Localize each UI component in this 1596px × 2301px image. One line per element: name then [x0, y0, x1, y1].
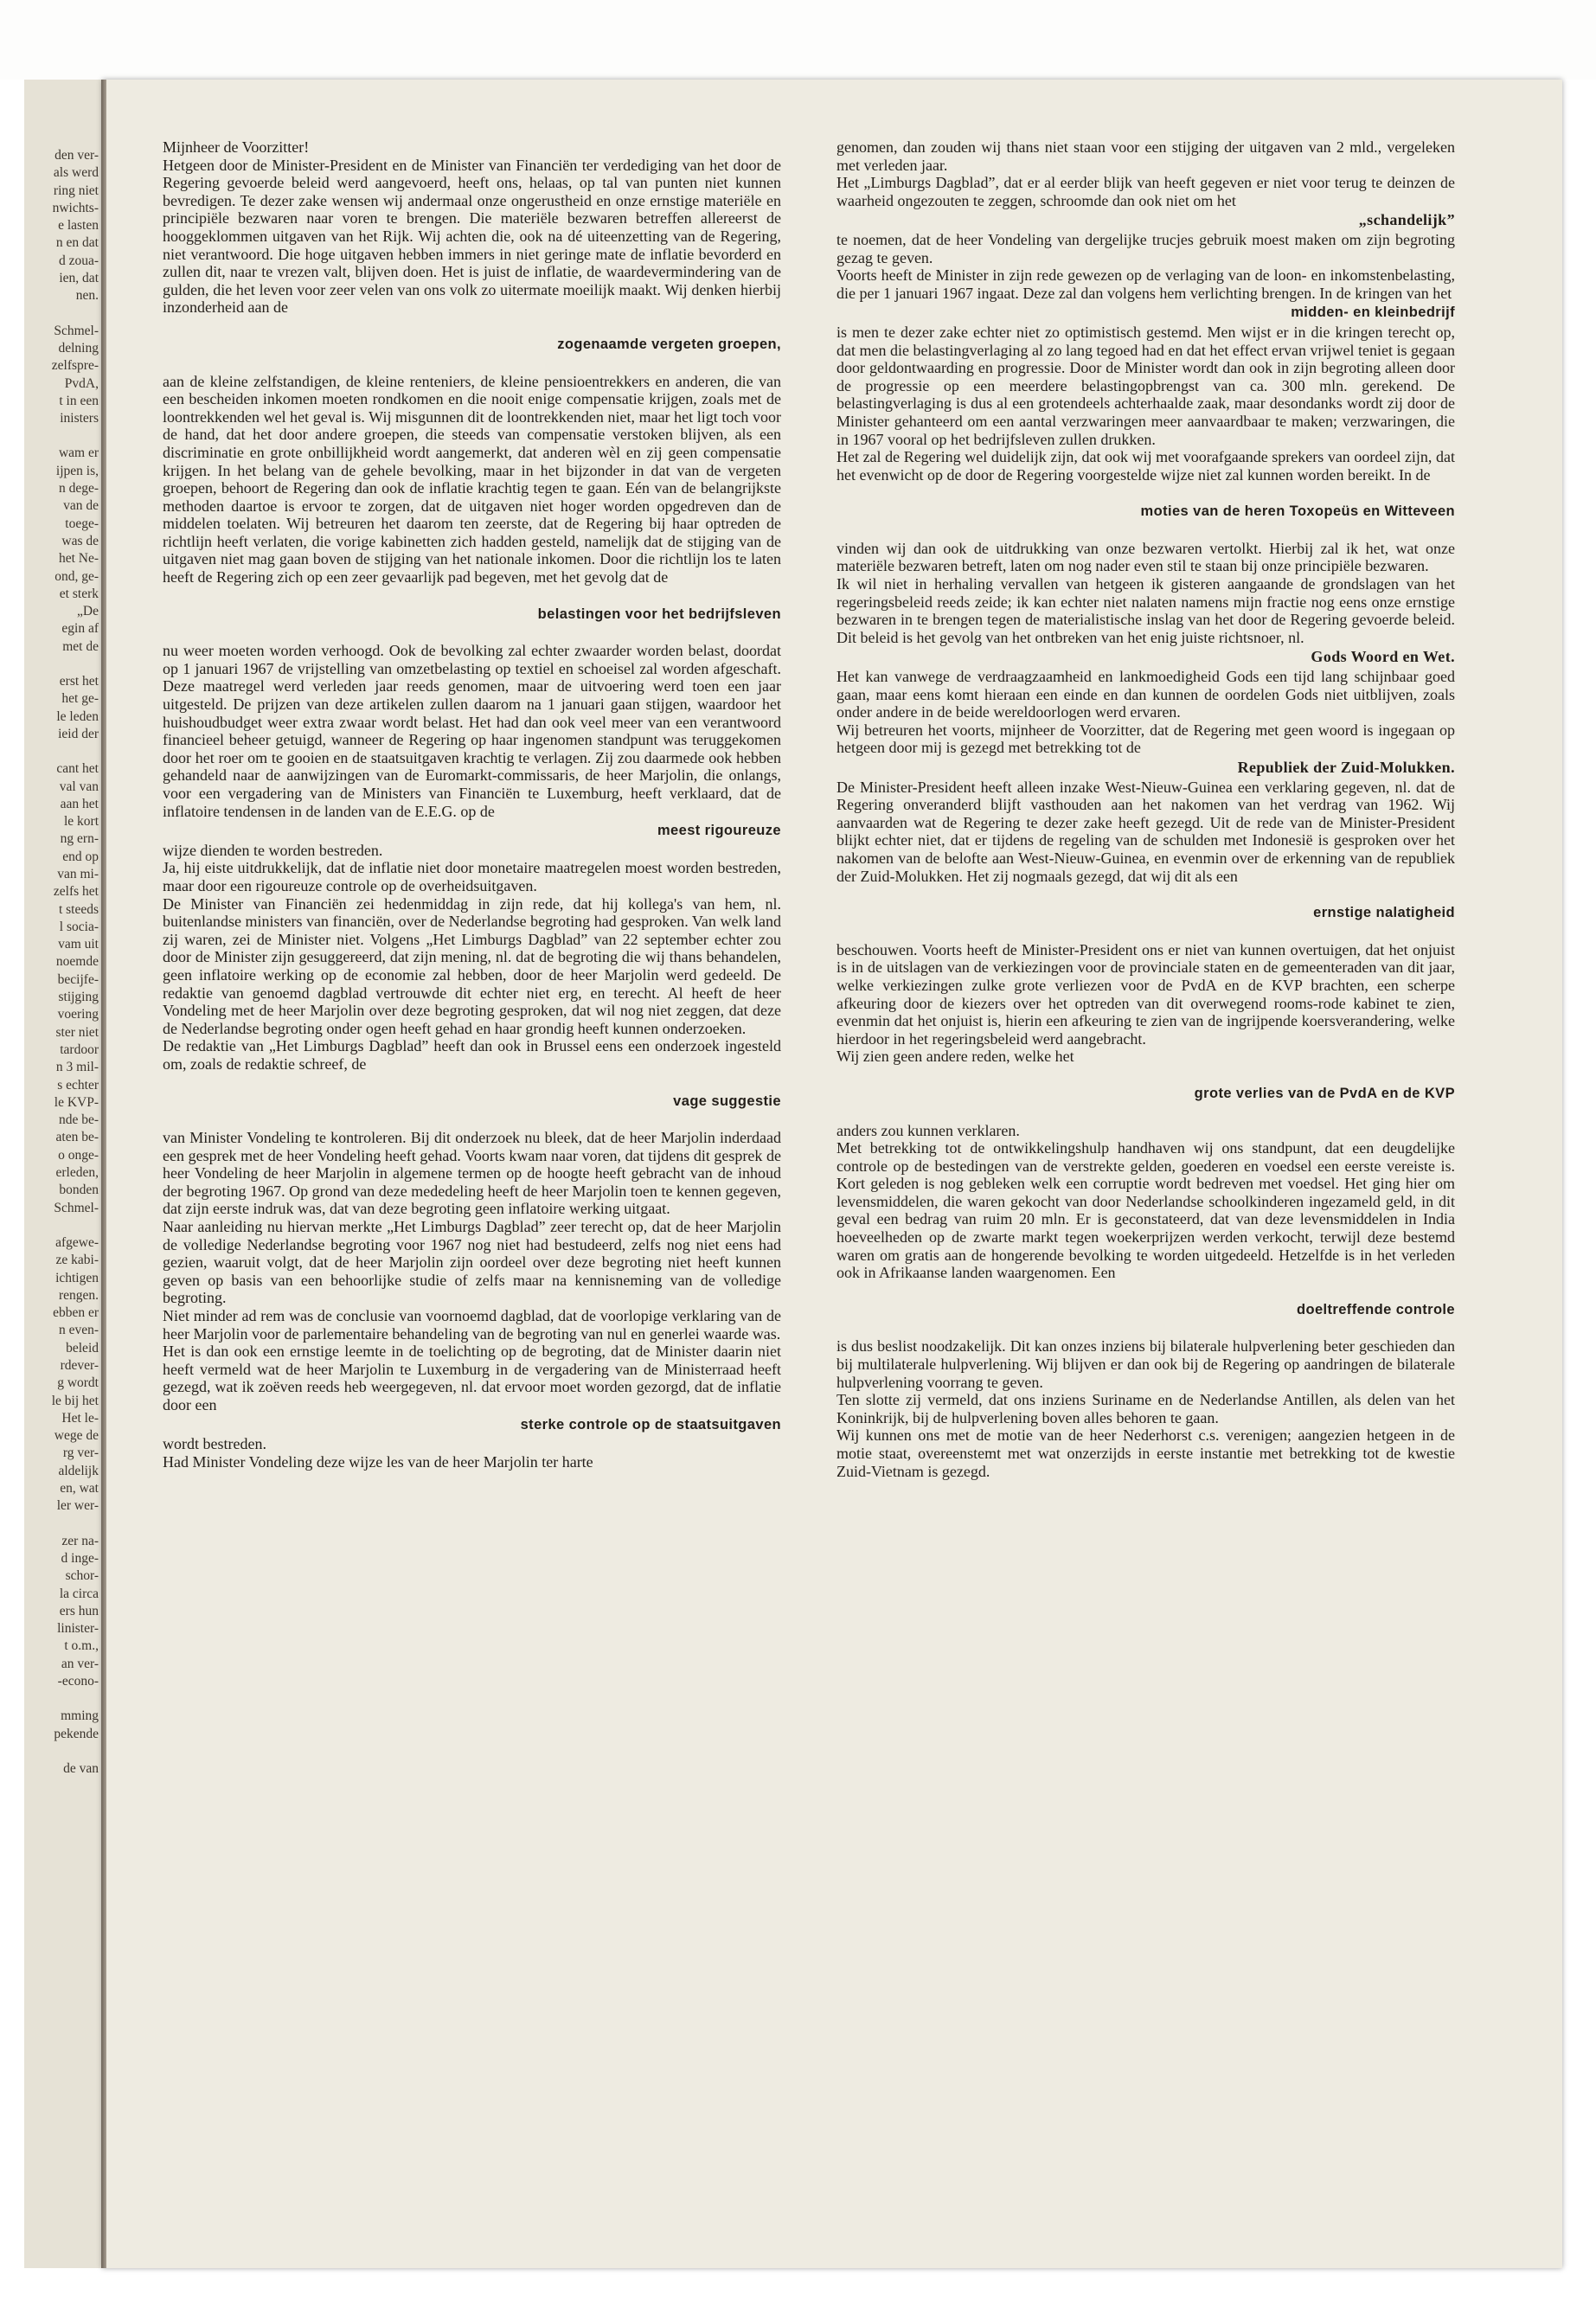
- text-fragment: voering: [57, 1007, 99, 1022]
- text-fragment: het Ne-: [58, 551, 99, 567]
- text-fragment: Het le-: [61, 1410, 99, 1426]
- paragraph: Het zal de Regering wel duidelijk zijn, dat ook wij met voorafgaande sprekers van oordeel zijn, dat het evenwicht op de door de Regering voorgestelde wijze niet zal kunnen worden bereikt. In de: [836, 448, 1455, 484]
- paragraph: genomen, dan zouden wij thans niet staan voor een stijging der uitgaven van 2 mld., vergeleken met verleden jaar.: [836, 138, 1455, 174]
- paragraph: Het is dan ook een ernstige leemte in de toelichting op de begroting, dat de Minister daarin niet heeft vermeld wat de heer Marjolin te Luxemburg in de vergadering van de Ministerraad heeft gezegd, wat ik zoëven reeds heb weergegeven, nl. dat ervoor moet worden gezorgd, dat de inflatie door een: [163, 1343, 781, 1413]
- fragment-gap: [24, 1743, 99, 1760]
- paragraph: vinden wij dan ook de uitdrukking van onze bezwaren vertolkt. Hierbij zal ik het, wat onze materiële bezwaren betreft, laten om nog nader even stil te staan bij onze principiële bezwaren.: [836, 539, 1455, 575]
- text-fragment: ien, dat: [59, 271, 99, 286]
- text-fragment: mming: [61, 1708, 99, 1724]
- text-fragment: le leden: [56, 708, 99, 724]
- text-fragment: ze kabi-: [55, 1253, 99, 1268]
- section-heading: Gods Woord en Wet.: [1311, 648, 1455, 666]
- text-fragment: van mi-: [57, 866, 99, 881]
- scan-background: [0, 0, 1596, 80]
- text-fragment: e lasten: [58, 218, 99, 234]
- fragment-gap: [24, 1217, 99, 1234]
- text-fragment: ng ern-: [60, 831, 99, 847]
- section-heading: belastingen voor het bedrijfsleven: [537, 606, 781, 622]
- text-fragment: d inge-: [61, 1550, 99, 1566]
- text-fragment: vam uit: [58, 937, 99, 952]
- text-fragment: aten be-: [55, 1130, 99, 1145]
- paragraph: Het „Limburgs Dagblad”, dat er al eerder blijk van heeft gegeven er niet voor terug te deinzen de waarheid ongezouten te zeggen, schroomde dan ook niet om het: [836, 174, 1455, 209]
- text-fragment: schor-: [65, 1568, 99, 1584]
- text-fragment: als werd: [53, 165, 99, 181]
- text-fragment: d zoua-: [58, 253, 99, 268]
- fragment-gap: [24, 743, 99, 760]
- paragraph: Wij kunnen ons met de motie van de heer Nederhorst c.s. verenigen; aangezien hetgeen in de motie staat, overeenstemt met wat onzerzijds in eerste instantie met betrekking tot de kwestie Zuid-Vietnam is gezegd.: [836, 1426, 1455, 1480]
- paragraph: anders zou kunnen verklaren.: [836, 1121, 1020, 1139]
- text-fragment: ster niet: [55, 1024, 99, 1040]
- text-fragment: o onge-: [58, 1147, 99, 1163]
- paragraph: Het kan vanwege de verdraagzaamheid en lankmoedigheid Gods een tijd lang schijnbaar goed gaan, maar eens komt hieraan een einde en dan kunnen de oordelen Gods niet uitblijven, zoals onder andere in de beide wereldoorlogen werd ervaren.: [836, 668, 1455, 721]
- fragment-gap: [24, 305, 99, 323]
- paragraph: te noemen, dat de heer Vondeling van dergelijke trucjes gebruik moest maken om zijn begroting gezag te geven.: [836, 230, 1455, 266]
- text-fragment: ers hun: [59, 1603, 99, 1618]
- text-fragment: n en dat: [55, 235, 99, 251]
- section-heading: grote verlies van de PvdA en de KVP: [1194, 1085, 1455, 1101]
- text-fragment: linister-: [57, 1621, 99, 1637]
- text-fragment: Schmel-: [54, 323, 99, 338]
- section-heading: doeltreffende controle: [1297, 1301, 1455, 1317]
- text-fragment: t steeds: [58, 901, 99, 917]
- text-fragment: beleid: [66, 1340, 99, 1356]
- fragment-gap: [24, 656, 99, 673]
- text-fragment: t in een: [59, 393, 99, 408]
- text-fragment: le bij het: [51, 1393, 99, 1408]
- text-fragment: ieid der: [58, 726, 99, 741]
- text-fragment: cant het: [56, 761, 99, 777]
- text-fragment: g wordt: [57, 1375, 99, 1391]
- text-fragment: rengen.: [58, 1287, 99, 1303]
- text-fragment: zelfs het: [53, 884, 99, 900]
- text-column-left: [163, 138, 781, 1471]
- section-heading: vage suggestie: [673, 1093, 781, 1109]
- text-fragment: stijging: [58, 990, 99, 1005]
- paragraph: aan de kleine zelfstandigen, de kleine renteniers, de kleine pensioentrekkers en anderen, die van een bescheiden inkomen moeten rondkomen en die nooit enige compensatie krijgen, zoals met de loontrekkenden wel het geval is. Wij misgunnen dit de loontrekkenden niet, maar het ligt toch voor de hand, dat het door andere groepen, die steeds van compensatie verstoken blijven, als een discriminatie en grote onbillijkheid wordt aangemerkt, dat anderen wèl en zij geen compensatie krijgen. In het belang van de gehele bevolking, maar in het bijzonder in dat van de vergeten groepen, behoort de Regering dan ook de inflatie krachtig tegen te gaan. Eén van de belangrijkste methoden daartoe is ervoor te zorgen, dat de uitgaven niet hoger worden opgedreven dan de middelen toelaten. Wij betreuren het daarom ten zeerste, dat de Regering bij haar optreden de richtlijn heeft verlaten, die vorige kabinetten zich hadden gesteld, namelijk dat de stijging van de uitgaven niet mag gaan boven de stijging van het nationale inkomen. Door die richtlijn los te laten heeft de Regering zich op een zeer gevaarlijk pad begeven, met het gevolg dat de: [163, 372, 781, 586]
- text-fragment: becijfe-: [57, 971, 99, 987]
- paragraph: Wij zien geen andere reden, welke het: [836, 1048, 1074, 1066]
- book-spine: [101, 80, 106, 2268]
- text-fragment: de van: [63, 1760, 99, 1776]
- text-fragment: wege de: [54, 1428, 99, 1444]
- paragraph: van Minister Vondeling te kontroleren. Bij dit onderzoek nu bleek, dat de heer Marjolin inderdaad een gesprek met de heer Vondeling heeft gehad. Voorts kwam naar voren, dat tijdens dit gesprek de heer Vondeling de heer Marjolin in algemene termen op de hoogte heeft gebracht van de inhoud der begroting 1967. Op grond van deze mededeling heeft de heer Marjolin toen te kennen gegeven, dat zijn eerste indruk was, dat van deze begroting geen inflatoire werking uitgaat.: [163, 1129, 781, 1218]
- text-fragment: ichtigen: [55, 1270, 99, 1285]
- section-heading: midden- en kleinbedrijf: [1291, 304, 1455, 321]
- section-heading: moties van de heren Toxopeüs en Witteveen: [1140, 503, 1455, 520]
- text-fragment: inisters: [60, 411, 99, 426]
- fragment-gap: [24, 1690, 99, 1708]
- text-fragment: egin af: [61, 621, 99, 637]
- text-fragment: -econo-: [57, 1674, 99, 1689]
- text-fragment: s echter: [57, 1077, 99, 1093]
- paragraph: Hetgeen door de Minister-President en de Minister van Financiën ter verdediging van het door de Regering gevoerde beleid werd aangevoerd, heeft ons, helaas, op tal van punten niet kunnen bevredigen. Te dezer zake wensen wij andermaal onze ongerustheid en onze ernstige materiële en principiële bezwaren naar voren te brengen. Die materiële bezwaren betreffen allereerst de hooggeklommen uitgaven van het Rijk. Wij achten die, ook na dé uiteenzetting van de Regering, niet verantwoord. Die hoge uitgaven hebben immers in niet geringe mate de inflatie bevorderd en zullen dit, naar te vrezen valt, blijven doen. Het is juist de inflatie, de waardevermindering van de gulden, die het leven voor zeer velen van ons volk zo uitermate moeilijk maakt. Wij denken hierbij inzonderheid aan de: [163, 156, 781, 317]
- text-fragment: en, wat: [60, 1481, 99, 1497]
- fragment-gap: [24, 1516, 99, 1533]
- text-fragment: n even-: [58, 1323, 99, 1338]
- previous-page-text-fragments: [24, 147, 99, 1778]
- previous-page-edge: [24, 80, 102, 2268]
- paragraph: wijze dienden te worden bestreden.: [163, 841, 383, 859]
- paragraph: Had Minister Vondeling deze wijze les van de heer Marjolin ter harte: [163, 1452, 593, 1471]
- section-heading: zogenaamde vergeten groepen,: [557, 336, 781, 352]
- paragraph: beschouwen. Voorts heeft de Minister-President ons er niet van kunnen overtuigen, dat het onjuist is in de uitslagen van de verkiezingen voor de provinciale staten en de gemeenteraden van dit jaar, welke verkiezingen zulke grote verliezen voor de PvdA en de KVP brachten, een scherpe afkeuring door de kiezers over het optreden van dit overwegend rooms-rode kabinet te zien, evenmin dat het onjuist is, hierin een afkeuring te zien van de ingrijpende koersverandering, welke hierdoor in het regeringsbeleid werd aangebracht.: [836, 940, 1455, 1048]
- section-heading: „schandelijk”: [1358, 211, 1455, 229]
- fragment-gap: [24, 427, 99, 445]
- text-fragment: end op: [62, 849, 99, 864]
- text-fragment: rdever-: [60, 1358, 99, 1373]
- section-heading: Republiek der Zuid-Molukken.: [1237, 759, 1455, 776]
- text-fragment: met de: [62, 638, 99, 654]
- paragraph: Met betrekking tot de ontwikkelingshulp handhaven wij ons standpunt, dat een deugdelijke controle op de bestedingen van de verstrekte gelden, goederen en voedsel een eerste vereiste is. Kort geleden is nog gebleken welk een corruptie wordt bedreven met voedsel. Het ging hier om levensmiddelen, die waren gekocht van door Nederlandse schoolkinderen ingezameld geld, in dit geval een bedrag van ruim 20 mln. Er is geconstateerd, dat van deze levensmiddelen in India hoeveelheden op de zwarte markt tegen woekerprijzen werden verkocht, terwijl deze bestemd waren om gratis aan de hongerende bevolking te worden uitgedeeld. Hetzelfde is in het verleden ook in Afrikaanse landen waargenomen. Een: [836, 1139, 1455, 1282]
- text-fragment: erst het: [59, 674, 99, 689]
- text-fragment: l socia-: [59, 919, 99, 934]
- paragraph: De Minister van Financiën zei hedenmiddag in zijn rede, dat hij kollega's van hem, nl. buitenlandse ministers van financiën, over de Nederlandse begroting had gesproken. Van welk land zij waren, zei de Minister niet. Volgens „Het Limburgs Dagblad” van 22 september echter zou door de Minister zijn gesuggereerd, dat zijn mening, nl. dat de begroting die wij thans behandelen, geen inflatoire werking op de economie zal hebben, door de heer Marjolin werd gedeeld. De redaktie van genoemd dagblad vertrouwde dit echter niet erg, en terecht. Al heeft de heer Vondeling met de heer Marjolin over deze begroting gesproken, dat wil nog niet zeggen, dat deze de Nederlandse begroting onder ogen heeft gehad en haar grondig heeft kunnen onderzoeken.: [163, 894, 781, 1037]
- text-fragment: ring niet: [53, 183, 99, 198]
- paragraph: Voorts heeft de Minister in zijn rede gewezen op de verlaging van de loon- en inkomstenbelasting, die per 1 januari 1967 ingaat. Deze zal dan volgens hem verlichting brengen. In de kringen van het: [836, 266, 1455, 302]
- paragraph: De Minister-President heeft alleen inzake West-Nieuw-Guinea een verklaring gegeven, nl. dat de Regering onveranderd blijft vasthouden aan het nakomen van het verdrag van 1962. Wij aanvaarden wat de Regering te dezer zake heeft gezegd. Uit de rede van de Minister-President blijkt echter niet, dat er tijdens de regeling van de schulden met Indonesië is gesproken over het nakomen van de belofte aan West-Nieuw-Guinea, en evenmin over de erkenning van de republiek der Zuid-Molukken. Het zij nogmaals gezegd, dat wij dit als een: [836, 778, 1455, 885]
- paragraph: is dus beslist noodzakelijk. Dit kan onzes inziens bij bilaterale hulpverlening beter geschieden dan bij multilaterale hulpverlening. Wij blijven er dan ook bij de Regering op aandringen de bilaterale hulpverlening voorrang te geven.: [836, 1337, 1455, 1391]
- paragraph: Ten slotte zij vermeld, dat ons inziens Suriname en de Nederlandse Antillen, als delen van het Koninkrijk, bij de hulpverlening boven alles behoren te gaan.: [836, 1391, 1455, 1426]
- text-fragment: le kort: [63, 814, 99, 830]
- text-fragment: tardoor: [60, 1042, 99, 1057]
- section-heading: sterke controle op de staatsuitgaven: [520, 1416, 781, 1433]
- text-fragment: nen.: [75, 288, 99, 304]
- text-fragment: la circa: [59, 1586, 99, 1601]
- text-fragment: noemde: [55, 954, 99, 970]
- text-fragment: aldelijk: [58, 1463, 99, 1478]
- text-fragment: afgewe-: [55, 1234, 99, 1250]
- text-fragment: bonden: [59, 1183, 99, 1198]
- text-fragment: nde be-: [58, 1112, 99, 1128]
- text-fragment: zelfspre-: [51, 358, 99, 374]
- text-fragment: het ge-: [61, 691, 99, 707]
- text-fragment: ebben er: [53, 1305, 99, 1321]
- text-fragment: toege-: [65, 516, 99, 531]
- paragraph: wordt bestreden.: [163, 1435, 266, 1453]
- text-column-right: [836, 138, 1455, 1480]
- text-fragment: Schmel-: [54, 1200, 99, 1215]
- text-fragment: wam er: [58, 445, 99, 461]
- text-fragment: ond, ge-: [54, 568, 99, 584]
- paragraph: is men te dezer zake echter niet zo optimistisch gestemd. Men wijst er in die kringen terecht op, dat men die belastingverlaging al zo lang tegoed had en dat het effect ervan vrijwel teniet is gegaan door geldontwaarding en progressie. Door de Minister wordt dan ook in zijn begroting alleen door de progressie op een meerdere belastingopbrengst van ca. 300 mln. gerekend. De belastingverlaging is dus al een grotendeels achterhaalde zaak, maar desondanks wordt zij door de Minister gehanteerd om een aantal verzwaringen meer aanvaardbaar te maken; verzwaringen, die in 1967 vooral op het bedrijfsleven zullen drukken.: [836, 323, 1455, 448]
- paragraph: Naar aanleiding nu hiervan merkte „Het Limburgs Dagblad” zeer terecht op, dat de heer Marjolin de volledige Nederlandse begroting voor 1967 nog niet had bestudeerd, zelfs nog niet eens had gezien, waaruit volgt, dat de heer Marjolin zijn oordeel over deze begroting niet heeft kunnen geven op basis van een behoorlijke studie of zelfs maar na kennisneming van de volledige begroting.: [163, 1218, 781, 1307]
- text-fragment: an ver-: [61, 1656, 99, 1671]
- text-fragment: t o.m.,: [64, 1638, 99, 1654]
- text-fragment: „De: [77, 604, 99, 619]
- text-fragment: aan het: [60, 796, 99, 811]
- text-fragment: ler wer-: [56, 1498, 99, 1514]
- paragraph: Wij betreuren het voorts, mijnheer de Voorzitter, dat de Regering met geen woord is ingegaan op hetgeen door mij is gezegd met betrekking tot de: [836, 721, 1455, 757]
- paragraph: De redaktie van „Het Limburgs Dagblad” heeft dan ook in Brussel eens een onderzoek ingesteld om, zoals de redaktie schreef, de: [163, 1037, 781, 1073]
- paragraph: Ja, hij eiste uitdrukkelijk, dat de inflatie niet door monetaire maatregelen moest worden bestreden, maar door een rigoureuze controle op de overheidsuitgaven.: [163, 859, 781, 894]
- text-fragment: den ver-: [54, 148, 99, 163]
- text-fragment: le KVP-: [54, 1094, 99, 1110]
- text-fragment: nwichts-: [52, 200, 99, 215]
- section-heading: meest rigoureuze: [657, 823, 781, 839]
- text-fragment: delning: [58, 340, 99, 356]
- text-fragment: erleden,: [55, 1165, 99, 1181]
- text-fragment: was de: [61, 533, 99, 548]
- text-fragment: val van: [59, 779, 99, 794]
- paragraph: Niet minder ad rem was de conclusie van voornoemd dagblad, dat de voorlopige verklaring van de heer Marjolin voor de parlementaire behandeling van de begroting van nul en generlei waarde was.: [163, 1307, 781, 1343]
- section-heading: ernstige nalatigheid: [1313, 905, 1455, 921]
- text-fragment: zer na-: [61, 1533, 99, 1548]
- text-fragment: pekende: [54, 1726, 99, 1741]
- text-fragment: n dege-: [58, 481, 99, 497]
- text-fragment: n 3 mil-: [55, 1060, 99, 1075]
- text-fragment: rg ver-: [62, 1445, 99, 1461]
- paragraph: Mijnheer de Voorzitter!: [163, 138, 310, 156]
- text-fragment: van de: [63, 498, 99, 514]
- paragraph: nu weer moeten worden verhoogd. Ook de bevolking zal echter zwaarder worden belast, doordat op 1 januari 1967 de vrijstelling van omzetbelasting op textiel en schoeisel zal worden afgeschaft. Deze maatregel werd verleden jaar reeds genomen, maar de uitvoering werd toen een jaar uitgesteld. De prijzen van deze artikelen zullen daarom na 1 januari gaan stijgen, waardoor het huishoudbudget weer extra zwaar wordt belast. Het had dan ook veel meer van een verantwoord financieel beheer getuigd, wanneer de Regering op haar ingenomen standpunt was teruggekomen door het roer om te gooien en de staatsuitgaven krachtig te verlagen. Zij zou daarmede ook hebben gehandeld naar de aanwijzingen van de Euromarkt-commissaris, de heer Marjolin, die onlangs, voor een vergadering van de Ministers van Financiën te Luxemburg, heeft verklaard, dat de inflatoire tendensen in de landen van de E.E.G. op de: [163, 642, 781, 820]
- paragraph: Ik wil niet in herhaling vervallen van hetgeen ik gisteren aangaande de grondslagen van het regeringsbeleid reeds zeide; ik kan echter niet nalaten namens mijn fractie nog eens onze ernstige bezwaren in te brengen tegen de materialistische inslag van het door de Regering gevoerde beleid. Dit beleid is het gevolg van het ontbreken van het enig juiste richtsnoer, nl.: [836, 575, 1455, 646]
- text-fragment: PvdA,: [64, 375, 99, 391]
- text-fragment: ijpen is,: [55, 463, 99, 478]
- text-fragment: et sterk: [59, 586, 99, 601]
